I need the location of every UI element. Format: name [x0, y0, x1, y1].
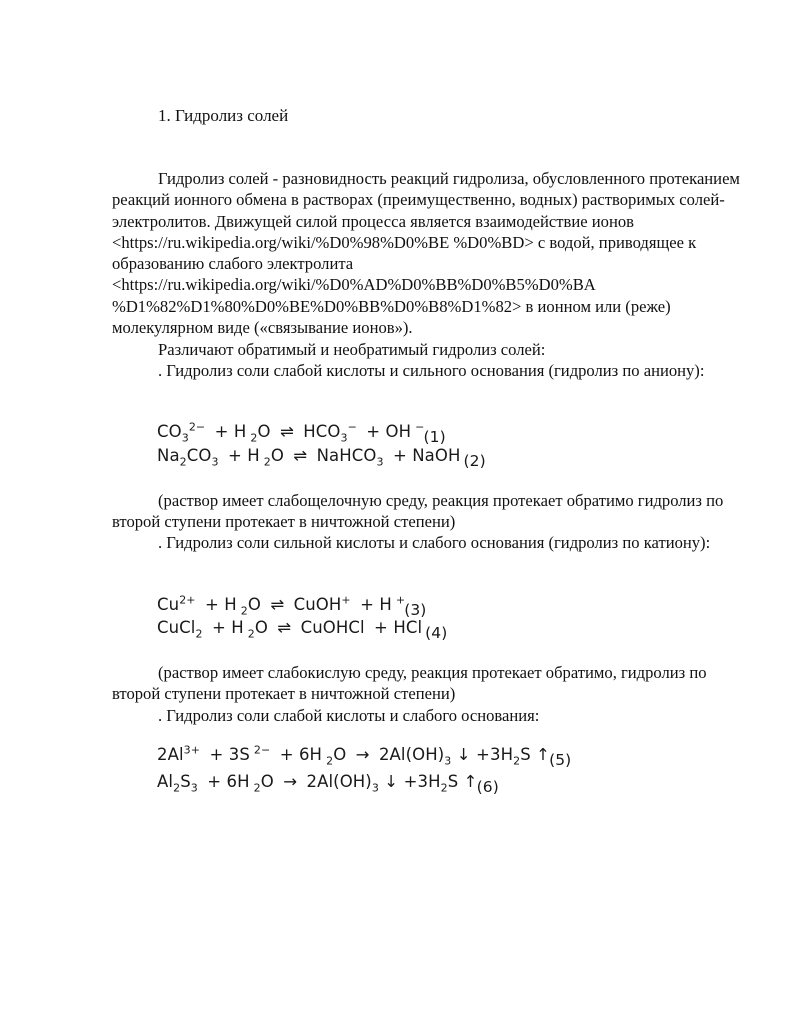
case1-title: . Гидролиз соли слабой кислоты и сильного основания (гидролиз по аниону): [158, 361, 705, 380]
equation-number: (5) [549, 751, 572, 769]
case3-title: . Гидролиз соли слабой кислоты и слабого основания: [158, 706, 540, 725]
case2-note: (раствор имеет слабокислую среду, реакция протекает обратимо, гидролиз по второй ступени протекает в ничтожной степени) [112, 663, 707, 704]
equation-number: (2) [463, 452, 486, 470]
equation-6: $Al_2S_3 + 6H$ $_2O \to 2Al(OH)_3$ ↓ $+3H_2S$ ↑(6) [157, 772, 499, 796]
equation-3: $Cu^{2+} + H$ $_2$O ⇌ CuOH+ + H +(3) [157, 593, 427, 619]
equation-number: (1) [423, 428, 446, 446]
equation-number: (6) [476, 778, 499, 796]
case2-title: . Гидролиз соли сильной кислоты и слабого основания (гидролиз по катиону): [158, 533, 711, 552]
equation-number: (4) [425, 624, 448, 642]
equation-4: CuCl$_2$ + H $_2$O ⇌ CuOHCl + HCl (4) [157, 618, 448, 642]
equation-5: $2Al^{3+} + 3S$ $^{2-}$ + 6H $_2O \to 2Al(OH)_3$ ↓ $+3H_2S$ ↑(5) [157, 743, 572, 769]
section-heading: 1. Гидролиз солей [158, 106, 289, 125]
types-intro-paragraph: Различают обратимый и необратимый гидролиз солей: [158, 340, 546, 359]
equation-number: (3) [404, 601, 427, 619]
equation-1: $CO_3^{2-} + H$ $_2$O ⇌ $HCO_3^-$ + OH −(1) [157, 420, 446, 446]
case1-note: (раствор имеет слабощелочную среду, реакция протекает обратимо гидролиз по второй ступени протекает в ничтожной степени) [112, 491, 724, 532]
equation-2: $Na_2CO_3 + H$ $_2$O ⇌ NaHCO$_3$ + NaOH (2) [157, 446, 486, 470]
intro-paragraph: Гидролиз солей - разновидность реакций гидролиза, обусловленного протеканием реакций ионного обмена в растворах (преимущественно, водных) растворимых солей-электролитов. Движущей силой процесса является взаимодействие ионов <https://ru.wikipedia.org/wiki/%D0%98%D0%BE %D0%BD> с водой, приводящее к образованию слабого электролита <https://ru.wikipedia.org/wiki/%D0%AD%D0%BB%D0%B5%D0%BA %D1%82%D1%80%D0%BE%D0%BB%D0%B8%D1%82> в ионном или (реже) молекулярном виде («связывание ионов»). [112, 169, 740, 338]
